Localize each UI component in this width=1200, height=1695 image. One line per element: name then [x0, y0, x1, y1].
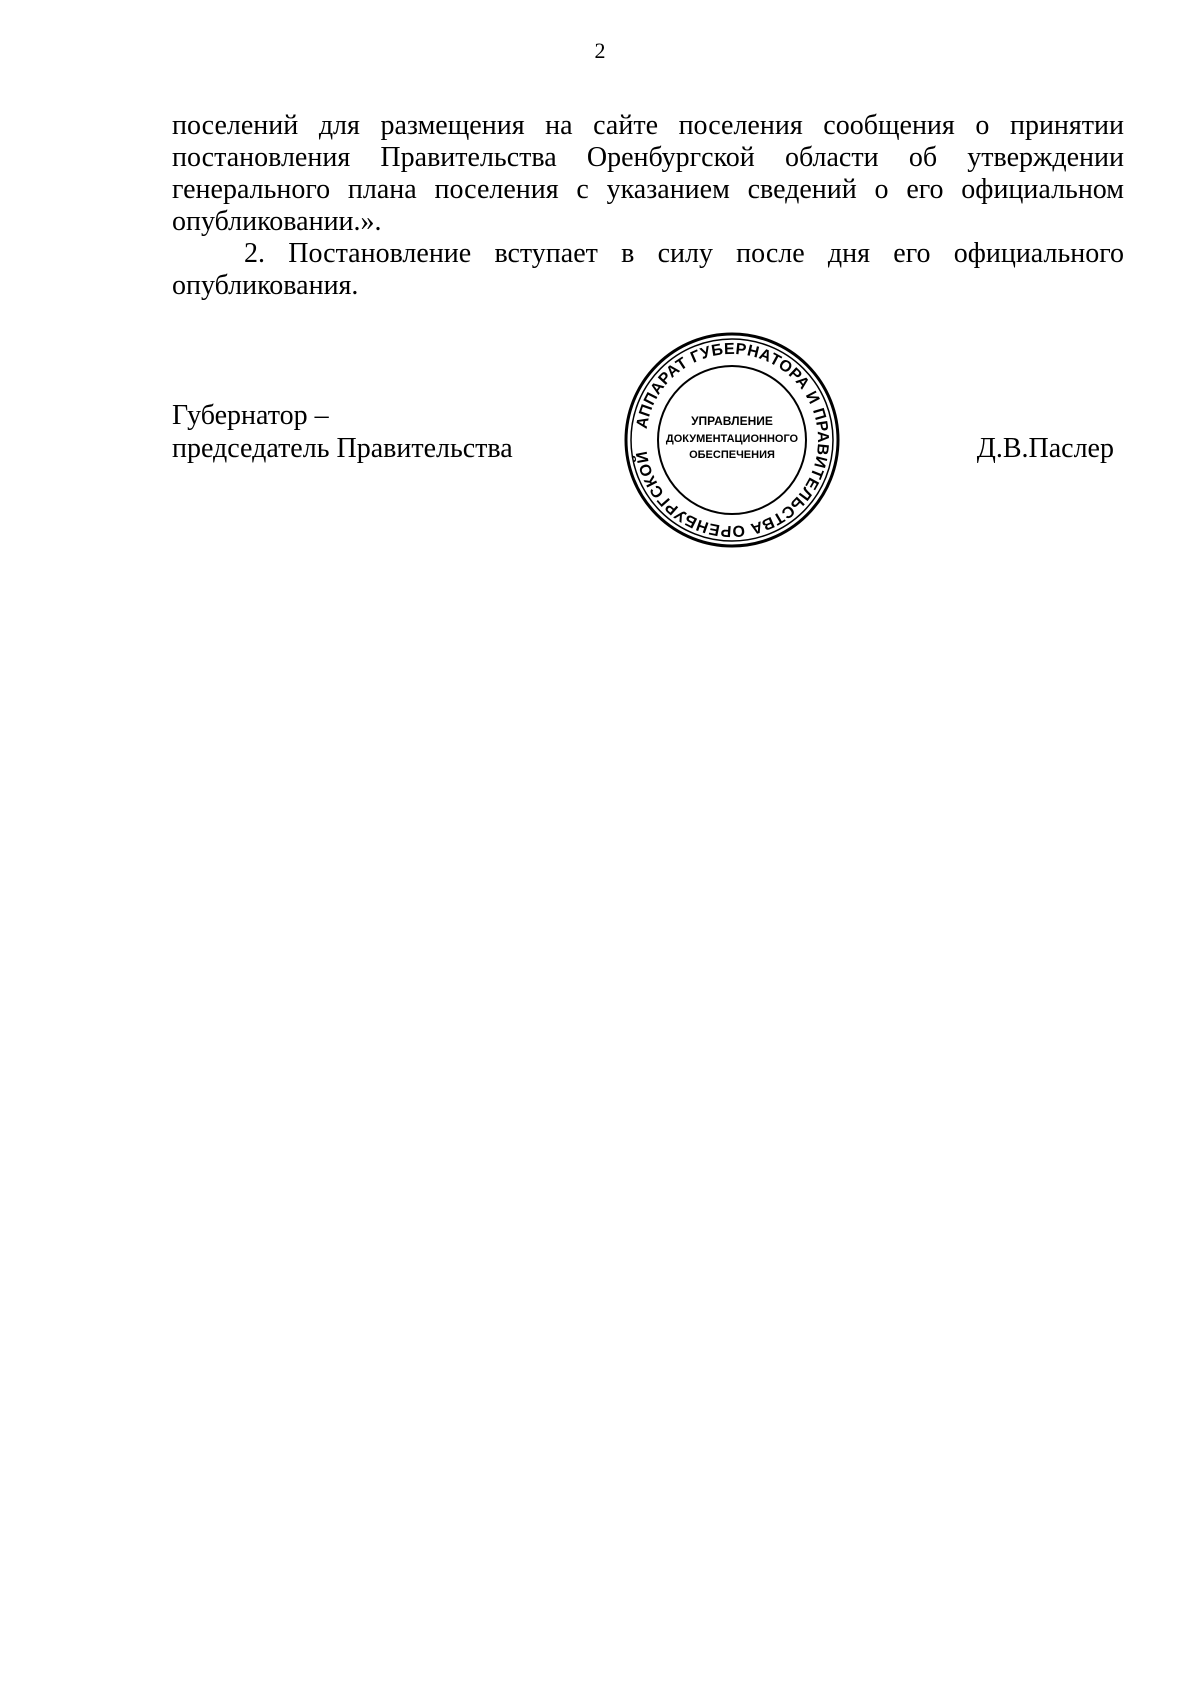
seal-center-line-1: УПРАВЛЕНИЕ	[691, 414, 773, 428]
seal-ring-textpath: АППАРАТ ГУБЕРНАТОРА И ПРАВИТЕЛЬСТВА ОРЕНБУРГСКОЙ	[633, 340, 832, 540]
paragraph-continuation: поселений для размещения на сайте поселения сообщения о принятии постановления Правительства Оренбургской области об утверждении генерального плана поселения с указанием сведений о его официальном опубликовании.».	[172, 110, 1124, 237]
signatory-title-line-1: Губернатор –	[172, 400, 329, 431]
seal-center-line-3: ОБЕСПЕЧЕНИЯ	[689, 449, 775, 461]
paragraph-effective-date: 2. Постановление вступает в силу после дня его официального опубликования.	[172, 238, 1124, 301]
seal-graphic	[622, 330, 842, 550]
signatory-title-line-2: председатель Правительства	[172, 433, 513, 464]
document-body	[172, 110, 1124, 302]
signatory-name: Д.В.Паслер	[976, 433, 1114, 464]
page-number: 2	[594, 38, 606, 63]
seal-center-line-2: ДОКУМЕНТАЦИОННОГО	[665, 433, 799, 445]
official-seal	[622, 330, 842, 550]
signatory-title	[172, 399, 513, 465]
